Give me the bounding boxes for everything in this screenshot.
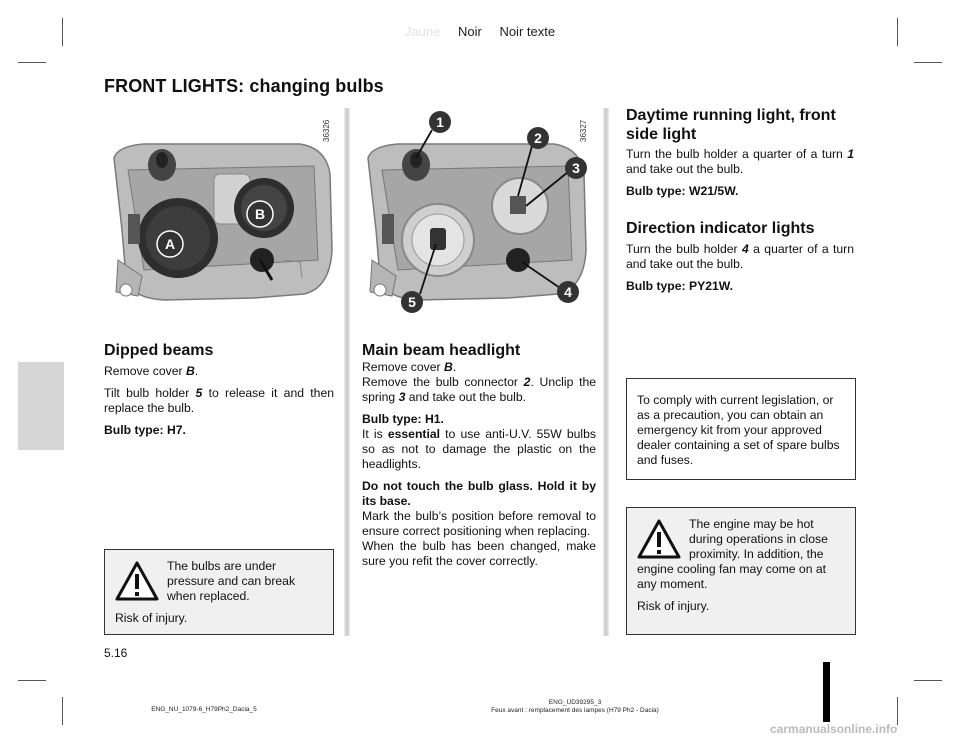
daytime-turn-text: Turn the bulb holder a quarter of a turn xyxy=(626,147,848,161)
watermark: carmanualsonline.info xyxy=(770,722,898,736)
callout-4-label: 4 xyxy=(564,284,572,300)
indicator-bulb-type: Bulb type: PY21W. xyxy=(626,279,733,293)
dipped-tilt-ref: 5 xyxy=(195,386,203,400)
dipped-remove-text: Remove cover xyxy=(104,364,186,378)
callout-1-label: 1 xyxy=(436,114,444,130)
dipped-remove-end: . xyxy=(194,364,199,378)
warning-engine-text: The engine may be hot during operations in close proximity. In addition, the engine cooling fan may come on at any moment. xyxy=(637,517,828,591)
warning-bulbs-risk: Risk of injury. xyxy=(115,611,188,625)
main-bulb-type: Bulb type: H1. xyxy=(362,412,444,426)
main-remove-end: . xyxy=(452,360,457,374)
main-spring-ref: 3 xyxy=(398,390,406,404)
main-remove-ref: B xyxy=(443,360,453,374)
warning-box-engine xyxy=(626,507,856,635)
headlight-illustration-bulbs xyxy=(360,110,592,330)
crop-mark xyxy=(897,697,898,725)
crop-mark xyxy=(62,697,63,725)
footer-right-title: Feux avant : remplacement des lampes (H79 Ph2 - Dacia) xyxy=(491,707,659,714)
warning-engine-risk: Risk of injury. xyxy=(637,599,710,613)
crop-mark xyxy=(18,680,46,681)
dipped-beams-heading: Dipped beams xyxy=(104,342,214,359)
daytime-turn-ref: 1 xyxy=(847,147,854,161)
footer-right xyxy=(440,699,710,715)
figure-code-left: 36326 xyxy=(322,119,331,142)
daytime-turn-end: and take out the bulb. xyxy=(626,162,744,176)
main-beam-text xyxy=(362,360,596,576)
callout-3-label: 3 xyxy=(572,160,580,176)
main-glass-warning: Do not touch the bulb glass. Hold it by its base. xyxy=(362,479,596,508)
warning-triangle-icon xyxy=(637,519,681,559)
crop-mark xyxy=(914,680,942,681)
daytime-text xyxy=(626,147,854,206)
page-title: FRONT LIGHTS: changing bulbs xyxy=(104,76,384,96)
callout-b-label: B xyxy=(254,206,266,222)
main-uv-text: It is xyxy=(362,427,388,441)
header-tag-jaune: Jaune xyxy=(404,24,441,39)
headlight-figure-left xyxy=(104,110,338,330)
figure-code-middle: 36327 xyxy=(579,119,588,142)
chapter-tab xyxy=(18,362,64,450)
info-box-emergency-kit xyxy=(626,378,856,480)
crop-mark xyxy=(18,62,46,63)
main-connector-ref: 2 xyxy=(523,375,531,389)
daytime-bulb-type: Bulb type: W21/5W. xyxy=(626,184,739,198)
callout-5-label: 5 xyxy=(408,294,416,310)
header-tag-noir: Noir xyxy=(457,24,482,39)
main-refit-text: When the bulb has been changed, make sure you refit the cover correctly. xyxy=(362,539,596,568)
dipped-remove-ref: B xyxy=(185,364,195,378)
warning-bulbs-text: The bulbs are under pressure and can break when replaced. xyxy=(167,559,296,603)
main-mark-text: Mark the bulb’s position before removal to ensure correct positioning when replacing. xyxy=(362,509,596,538)
indicator-turn-end: a quarter of a turn and take out the bulb. xyxy=(626,242,854,271)
headlight-figure-middle xyxy=(360,110,592,330)
warning-box-bulbs xyxy=(104,549,334,635)
indicator-text xyxy=(626,242,854,301)
dipped-tilt-end: to release it and then replace the bulb. xyxy=(104,386,334,415)
main-connector-mid: . Unclip the spring xyxy=(362,375,597,404)
headlight-illustration-cover-a-b xyxy=(104,110,338,330)
indicator-turn-text: Turn the bulb holder xyxy=(626,242,742,256)
main-connector-end: and take out the bulb. xyxy=(405,390,526,404)
color-separation-header xyxy=(0,24,960,39)
dipped-beams-text xyxy=(104,364,334,445)
dipped-bulb-type: Bulb type: H7. xyxy=(104,423,186,437)
indicator-heading: Direction indicator lights xyxy=(626,220,815,237)
warning-triangle-icon xyxy=(115,561,159,601)
main-uv-end: to use anti-U.V. 55W bulbs so as not to damage the plastic on the headlights. xyxy=(362,427,596,471)
callout-a-label: A xyxy=(164,236,176,252)
daytime-heading: Daytime running light, front side light xyxy=(626,107,836,143)
page-number: 5.16 xyxy=(104,646,128,660)
callout-2-label: 2 xyxy=(534,130,542,146)
column-divider xyxy=(344,108,350,636)
column-divider xyxy=(603,108,609,636)
info-box-text: To comply with current legislation, or as a precaution, you can obtain an emergency kit from your approved dealer containing a set of spare bulbs and fuses. xyxy=(637,393,840,467)
main-remove-text: Remove cover xyxy=(362,360,444,374)
dipped-tilt-text: Tilt bulb holder xyxy=(104,386,196,400)
registration-bar xyxy=(823,662,830,722)
main-beam-heading: Main beam headlight xyxy=(362,342,521,359)
footer-right-code: ENG_UD39295_3 xyxy=(548,699,602,706)
indicator-turn-ref: 4 xyxy=(741,242,749,256)
main-uv-essential: essential xyxy=(387,427,441,441)
main-connector-text: Remove the bulb connector xyxy=(362,375,524,389)
footer-left: ENG_NU_1079-6_H79Ph2_Dacia_5 xyxy=(151,706,257,713)
header-tag-noir-texte: Noir texte xyxy=(499,24,556,39)
crop-mark xyxy=(914,62,942,63)
